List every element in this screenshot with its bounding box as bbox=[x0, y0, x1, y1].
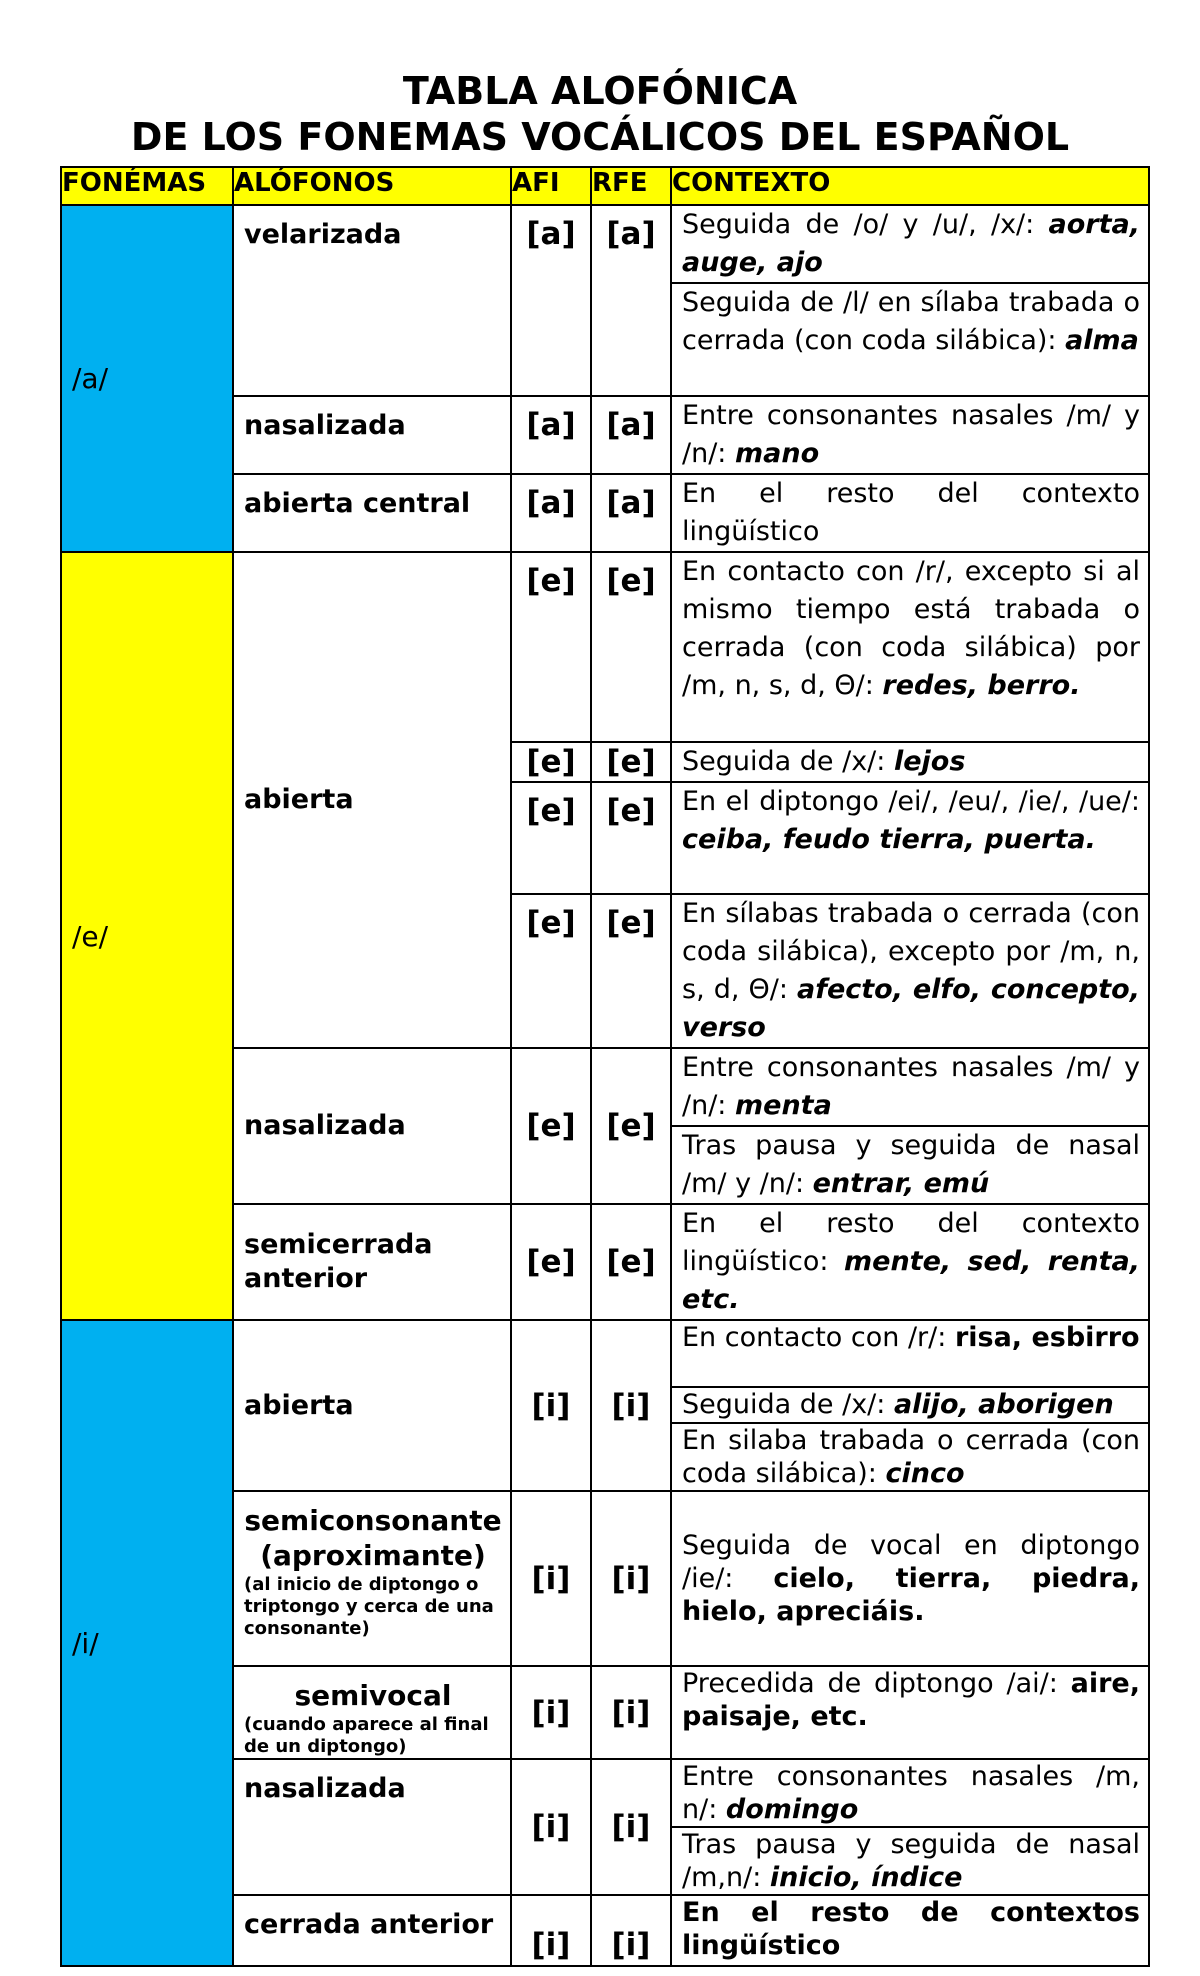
afi-symbol: [e] bbox=[511, 782, 591, 894]
example-words: inicio, índice bbox=[769, 1862, 963, 1893]
alofono-label: semiconsonante (aproximante) (al inicio de diptongo o triptongo y cerca de una consonante) bbox=[233, 1491, 511, 1666]
afi-symbol: [i] bbox=[511, 1491, 591, 1666]
context-cell: En sílabas trabada o cerrada (con coda silábica), excepto por /m, n, s, d, Θ/: afecto, elfo, concepto, verso bbox=[671, 894, 1149, 1048]
rfe-symbol: [e] bbox=[591, 1048, 671, 1204]
header-fonemas: FONÉMAS bbox=[61, 167, 233, 205]
context-cell: Entre consonantes nasales /m/ y /n/: mano bbox=[671, 396, 1149, 474]
rfe-symbol: [e] bbox=[591, 894, 671, 1048]
context-cell: Seguida de /x/: alijo, aborigen bbox=[671, 1387, 1149, 1423]
alofono-label: nasalizada bbox=[233, 1048, 511, 1204]
table-row bbox=[61, 1320, 1149, 1387]
example-words: mano bbox=[735, 438, 820, 469]
context-cell: En el resto de contextos lingüístico bbox=[671, 1895, 1149, 1966]
example-words: cielo, tierra, piedra, hielo, apreciáis. bbox=[682, 1563, 1140, 1627]
context-cell: En contacto con /r/, excepto si al mismo tiempo está trabada o cerrada (con coda silábica) por /m, n, s, d, Θ/: redes, berro. bbox=[671, 552, 1149, 742]
rfe-symbol: [i] bbox=[591, 1666, 671, 1759]
title-line-1: TABLA ALOFÓNICA bbox=[402, 69, 798, 113]
context-cell: En contacto con /r/: risa, esbirro bbox=[671, 1320, 1149, 1387]
rfe-symbol: [e] bbox=[591, 742, 671, 782]
afi-symbol: [e] bbox=[511, 1204, 591, 1320]
alofono-note: (al inicio de diptongo o triptongo y cerca de una consonante) bbox=[244, 1574, 494, 1639]
afi-symbol: [i] bbox=[511, 1895, 591, 1966]
example-words: aorta, auge, ajo bbox=[682, 209, 1140, 278]
example-words: ceiba, feudo tierra, puerta. bbox=[682, 824, 1096, 855]
afi-symbol: [i] bbox=[511, 1759, 591, 1895]
rfe-symbol: [i] bbox=[591, 1895, 671, 1966]
context-cell: En el resto del contexto lingüístico bbox=[671, 474, 1149, 552]
fonema-i: /i/ bbox=[61, 1320, 233, 1966]
header-alofonos: ALÓFONOS bbox=[233, 167, 511, 205]
alofono-label: semicerrada anterior bbox=[233, 1204, 511, 1320]
context-cell: Tras pausa y seguida de nasal /m/ y /n/: entrar, emú bbox=[671, 1126, 1149, 1204]
example-words: alijo, aborigen bbox=[893, 1389, 1114, 1420]
example-words: afecto, elfo, concepto, verso bbox=[682, 974, 1140, 1043]
page-title bbox=[0, 68, 1200, 160]
title-line-2: DE LOS FONEMAS VOCÁLICOS DEL ESPAÑOL bbox=[130, 115, 1070, 159]
example-words: redes, berro. bbox=[882, 670, 1081, 701]
example-words: domingo bbox=[725, 1794, 859, 1825]
afi-symbol: [a] bbox=[511, 474, 591, 552]
rfe-symbol: [a] bbox=[591, 205, 671, 396]
allophone-table bbox=[60, 166, 1150, 1967]
afi-symbol: [e] bbox=[511, 742, 591, 782]
afi-symbol: [e] bbox=[511, 894, 591, 1048]
example-words: lejos bbox=[893, 746, 966, 777]
context-cell: Seguida de vocal en diptongo /ie/: cielo, tierra, piedra, hielo, apreciáis. bbox=[671, 1491, 1149, 1666]
context-cell: Seguida de /l/ en sílaba trabada o cerrada (con coda silábica): alma bbox=[671, 283, 1149, 396]
rfe-symbol: [e] bbox=[591, 782, 671, 894]
context-cell: En el diptongo /ei/, /eu/, /ie/, /ue/: ceiba, feudo tierra, puerta. bbox=[671, 782, 1149, 894]
fonema-a: /a/ bbox=[61, 205, 233, 552]
rfe-symbol: [e] bbox=[591, 552, 671, 742]
example-words: risa, esbirro bbox=[954, 1322, 1140, 1353]
context-cell: En el resto del contexto lingüístico: mente, sed, renta, etc. bbox=[671, 1204, 1149, 1320]
context-cell: Tras pausa y seguida de nasal /m,n/: inicio, índice bbox=[671, 1827, 1149, 1895]
table-row bbox=[61, 552, 1149, 742]
alofono-label: semivocal (cuando aparece al final de un diptongo) bbox=[233, 1666, 511, 1759]
example-words: mente, sed, renta, etc. bbox=[682, 1246, 1140, 1315]
afi-symbol: [a] bbox=[511, 205, 591, 396]
rfe-symbol: [i] bbox=[591, 1759, 671, 1895]
rfe-symbol: [e] bbox=[591, 1204, 671, 1320]
alofono-label: abierta central bbox=[233, 474, 511, 552]
example-words: aire, paisaje, etc. bbox=[682, 1668, 1140, 1732]
afi-symbol: [i] bbox=[511, 1666, 591, 1759]
alofono-label: velarizada bbox=[233, 205, 511, 396]
header-rfe: RFE bbox=[591, 167, 671, 205]
alofono-label: abierta bbox=[233, 1320, 511, 1491]
afi-symbol: [e] bbox=[511, 552, 591, 742]
example-words: menta bbox=[735, 1090, 832, 1121]
alofono-label: nasalizada bbox=[233, 396, 511, 474]
afi-symbol: [e] bbox=[511, 1048, 591, 1204]
rfe-symbol: [i] bbox=[591, 1491, 671, 1666]
alofono-label: abierta bbox=[233, 552, 511, 1048]
alofono-label: nasalizada bbox=[233, 1759, 511, 1895]
rfe-symbol: [i] bbox=[591, 1320, 671, 1491]
context-cell: Seguida de /x/: lejos bbox=[671, 742, 1149, 782]
table-row bbox=[61, 205, 1149, 283]
header-afi: AFI bbox=[511, 167, 591, 205]
context-cell: Precedida de diptongo /ai/: aire, paisaje, etc. bbox=[671, 1666, 1149, 1759]
fonema-e: /e/ bbox=[61, 552, 233, 1320]
afi-symbol: [i] bbox=[511, 1320, 591, 1491]
header-contexto: CONTEXTO bbox=[671, 167, 1149, 205]
alofono-note: (cuando aparece al final de un diptongo) bbox=[244, 1714, 489, 1757]
example-words: cinco bbox=[885, 1458, 965, 1489]
context-cell: Entre consonantes nasales /m, n/: domingo bbox=[671, 1759, 1149, 1827]
rfe-symbol: [a] bbox=[591, 474, 671, 552]
example-words: entrar, emú bbox=[812, 1168, 990, 1199]
alofono-label: cerrada anterior bbox=[233, 1895, 511, 1966]
table-header-row bbox=[61, 167, 1149, 205]
afi-symbol: [a] bbox=[511, 396, 591, 474]
context-cell: En silaba trabada o cerrada (con coda silábica): cinco bbox=[671, 1423, 1149, 1491]
context-cell: Seguida de /o/ y /u/, /x/: aorta, auge, ajo bbox=[671, 205, 1149, 283]
example-words: alma bbox=[1065, 325, 1139, 356]
rfe-symbol: [a] bbox=[591, 396, 671, 474]
context-cell: Entre consonantes nasales /m/ y /n/: menta bbox=[671, 1048, 1149, 1126]
